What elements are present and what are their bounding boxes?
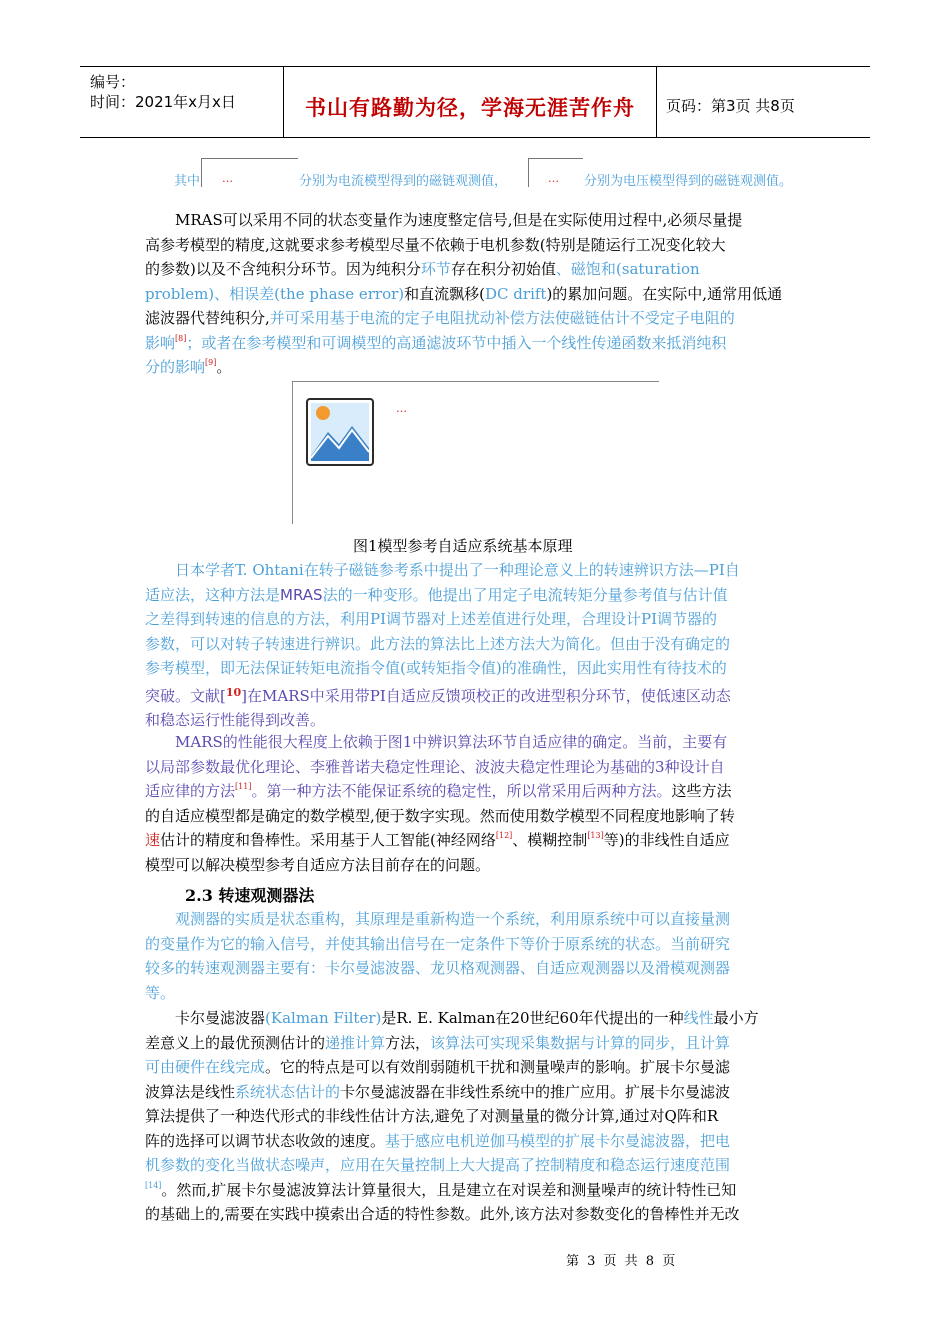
link-span: 基于感应电机逆伽马模型的扩展卡尔曼滤波器，把电 [385, 1131, 731, 1150]
text-span: 卡尔曼滤波器在非线性系统中的推广应用。扩展卡尔曼滤波 [340, 1082, 731, 1101]
citation: [12] [495, 831, 513, 840]
text-line [145, 1031, 807, 1056]
text-span: 是R. E. Kalman在20世纪60年代提出的一种 [381, 1009, 684, 1027]
link-span: 并可采用基于电流的定子电阻扰动补偿方法使磁链估计不受定子电阻的 [269, 309, 735, 327]
text-span: 波算法是线性 [145, 1082, 236, 1101]
text-line: 的变量作为它的输入信号，并使其输出信号在一定条件下等价于原系统的状态。当前研究 [145, 934, 731, 953]
page-footer: 第 3 页 共 8 页 [566, 1254, 678, 1269]
image-placeholder-icon [306, 398, 374, 470]
motto: 书山有路勤为径，学海无涯苦作舟 [305, 96, 635, 120]
paragraph-1 [145, 208, 807, 380]
text-span: 和直流飘移( [404, 284, 486, 303]
link-span: 、磁饱和(saturation [555, 260, 700, 278]
formula-dots: … [222, 172, 233, 185]
text-span: 差意义上的最优预测估计的 [145, 1033, 326, 1052]
text-span: )的累加问题。在实际中,通常用低通 [546, 284, 783, 303]
citation: [8] [175, 333, 187, 343]
text-span: 。它的特点是可以有效削弱随机干扰和测量噪声的影响。扩展卡尔曼滤 [265, 1058, 731, 1076]
header-table [80, 66, 870, 138]
link-span: 环节 [420, 260, 451, 278]
text-line: 参考模型，即无法保证转矩电流指令值(或转矩指令值)的准确性，因此实用性有待技术的 [145, 659, 727, 677]
citation: 10 [225, 685, 242, 699]
link-span: (Kalman Filter) [265, 1009, 382, 1027]
text-line: 较多的转速观测器主要有：卡尔曼滤波器、龙贝格观测器、自适应观测器以及滑模观测器 [145, 959, 731, 977]
text-line [145, 306, 807, 331]
formula-line-c: 分别为电压模型得到的磁链观测值。 [584, 174, 793, 189]
text-line: 日本学者T. Ohtani在转子磁链参考系中提出了一种理论意义上的转速辨识方法—PI自 [175, 561, 740, 579]
text-line: 高参考模型的精度,这就要求参考模型尽量不依赖于电机参数(特别是随运行工况变化较大 [145, 235, 726, 254]
figure-caption: 图1模型参考自适应系统基本原理 [353, 537, 573, 555]
paragraph-4 [145, 907, 807, 1005]
text-line [145, 779, 807, 804]
text-line: MRAS可以采用不同的状态变量作为速度整定信号,但是在实际使用过程中,必须尽量提 [175, 211, 743, 229]
text-span: MRAS [280, 585, 323, 604]
text-span: ]在MARS中采用带PI自适应反馈项校正的改进型积分环节，使低速区动态 [241, 686, 731, 705]
doc-time-label: 时间：2021年x月x日 [90, 93, 236, 111]
link-span: problem)、相误差(the phase error) [145, 284, 405, 303]
text-line [145, 1006, 807, 1031]
citation: [14] [145, 1180, 162, 1190]
text-span: 适应法，这种方法是 [145, 585, 281, 604]
text-line: 和稳态运行性能得到改善。 [145, 711, 326, 729]
text-span: 最小方 [713, 1009, 759, 1027]
text-span: 适应律的方法 [145, 782, 236, 800]
text-line: 模型可以解决模型参考自适应方法目前存在的问题。 [145, 855, 491, 874]
text-span: 等)的非线性自适应 [603, 831, 730, 849]
text-line [145, 1080, 807, 1105]
text-span: 影响 [145, 333, 176, 352]
text-line: 的基础上的,需要在实践中摸索出合适的特性参数。此外,该方法对参数变化的鲁棒性并无改 [145, 1205, 740, 1223]
header-divider [656, 67, 657, 137]
link-span: 该算法可实现采集数据与计算的同步，且计算 [430, 1033, 731, 1052]
paragraph-5 [145, 1006, 807, 1227]
text-line: 机参数的变化当做状态噪声，应用在矢量控制上大大提高了控制精度和稳态运行速度范围 [145, 1156, 731, 1174]
text-line: 以局部参数最优化理论、李雅普诺夫稳定性理论、波波夫稳定性理论为基础的3种设计自 [145, 757, 725, 776]
figure-dots: … [396, 402, 407, 415]
text-line [145, 681, 807, 709]
text-span: 、模糊控制 [512, 831, 588, 849]
doc-number-label: 编号： [90, 73, 136, 91]
text-line: 之差得到转速的信息的方法，利用PI调节器对上述差值进行处理，合理设计PI调节器的 [145, 610, 718, 628]
text-span: ；或者在参考模型和可调模型的高通滤波环节中插入一个线性传递函数来抵消纯积 [186, 333, 727, 352]
text-span: 突破。文献[ [145, 686, 226, 705]
text-span: 存在积分初始值 [450, 260, 556, 278]
section-heading: 2.3 转速观测器法 [185, 886, 315, 905]
citation: [9] [205, 358, 217, 367]
text-span: 的参数)以及不含纯积分环节。因为纯积分 [145, 260, 421, 278]
text-line: 等。 [145, 983, 176, 1002]
header-divider [283, 67, 284, 137]
text-line: 观测器的实质是状态重构，其原理是重新构造一个系统，利用原系统中可以直接量测 [175, 910, 731, 928]
text-span: 。第一种方法不能保证系统的稳定性，所以常采用后两种方法。 [251, 782, 672, 800]
link-span: 可由硬件在线完成 [145, 1058, 266, 1076]
citation: [11] [235, 782, 252, 791]
text-span: 方法， [385, 1033, 431, 1052]
paragraph-3 [145, 730, 807, 877]
page-label: 页码：第3页 共8页 [666, 97, 795, 115]
text-line [145, 828, 807, 853]
text-line: 算法提供了一种迭代形式的非线性估计方法,避免了对测量量的微分计算,通过对Q阵和R [145, 1107, 719, 1125]
formula-line-b: 分别为电流模型得到的磁链观测值， [299, 174, 508, 189]
formula-image [201, 158, 298, 187]
text-line [145, 1129, 807, 1154]
link-span: DC drift [485, 284, 547, 303]
link-span: 递推计算 [325, 1033, 386, 1052]
text-span: 估计的精度和鲁棒性。采用基于人工智能(神经网络 [160, 831, 496, 849]
link-span: 系统状态估计的 [235, 1082, 341, 1101]
text-line [145, 583, 807, 608]
text-line: MARS的性能很大程度上依赖于图1中辨识算法环节自适应律的确定。当前，主要有 [175, 733, 728, 751]
text-span: 阵的选择可以调节状态收敛的速度。 [145, 1131, 386, 1150]
text-line: 参数，可以对转子转速进行辨识。此方法的算法比上述方法大为简化。但由于没有确定的 [145, 634, 731, 653]
text-span: 滤波器代替纯积分, [145, 309, 270, 327]
text-span: 卡尔曼滤波器 [175, 1009, 266, 1027]
formula-dots: … [548, 172, 559, 185]
formula-line-a: 其中 [174, 174, 201, 189]
text-line [145, 1178, 807, 1203]
text-line [145, 331, 807, 356]
text-line [145, 282, 807, 307]
text-span: 分的影响 [145, 358, 206, 376]
text-line: 的自适应模型都是确定的数学模型,便于数字实现。然而使用数学模型不同程度地影响了转 [145, 806, 735, 825]
link-span: 线性 [683, 1009, 714, 1027]
citation: [13] [587, 831, 604, 840]
text-span: 这些方法 [671, 782, 732, 800]
text-line [145, 257, 807, 282]
text-line [145, 355, 807, 380]
paragraph-2 [145, 558, 807, 733]
text-line [145, 1055, 807, 1080]
text-span: 。 [216, 358, 232, 376]
text-span: 。然而,扩展卡尔曼滤波算法计算量很大，且是建立在对误差和测量噪声的统计特性已知 [161, 1180, 737, 1199]
text-span: 法的一种变形。他提出了用定子电流转矩分量参考值与估计值 [322, 585, 728, 604]
text-span: 速 [145, 831, 161, 849]
